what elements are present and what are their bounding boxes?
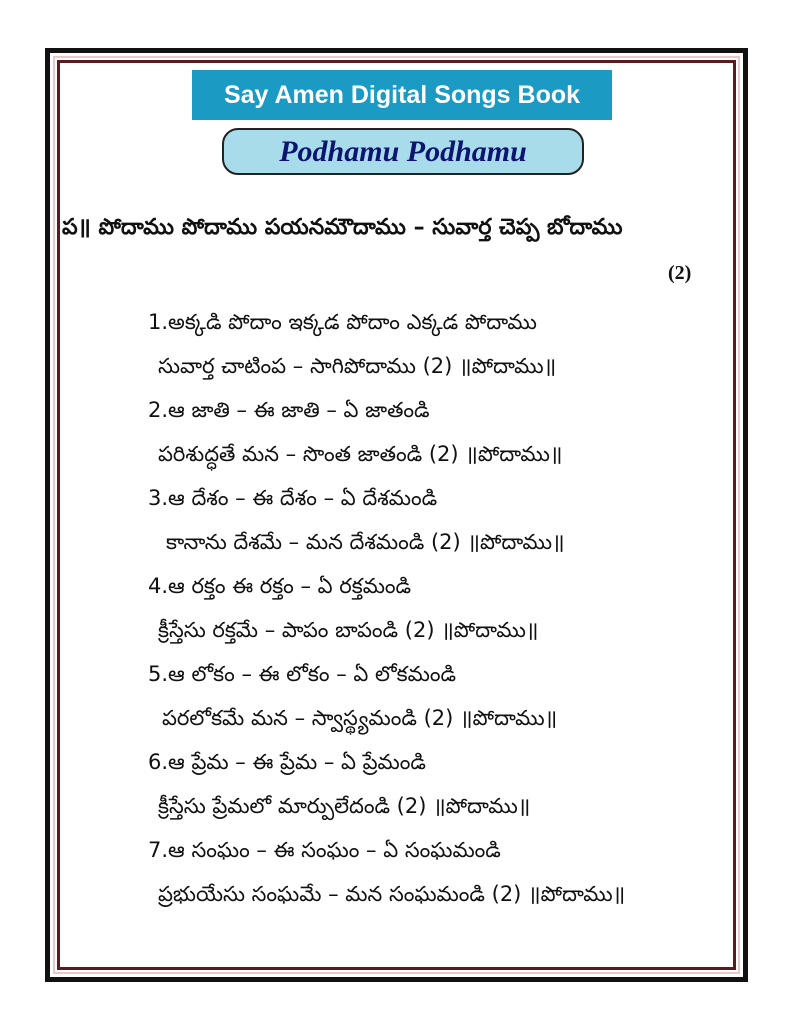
verse-line: పరలోకమే మన – స్వాస్థ్యమండి (2) ॥పోదాము॥ [162,706,558,730]
verse-line: 2.ఆ జాతి – ఈ జాతి – ఏ జాతండి [148,398,430,422]
verse-line: క్రీస్తేసు ప్రేమలో మార్పులేదండి (2) ॥పోదాము॥ [158,794,531,818]
chorus-repeat: (2) [668,262,692,284]
verse-line: 6.ఆ ప్రేమ – ఈ ప్రేమ – ఏ ప్రేమండి [148,750,426,774]
verse-line: 7.ఆ సంఘం – ఈ సంఘం – ఏ సంఘమండి [148,838,501,862]
book-banner: Say Amen Digital Songs Book [192,70,612,120]
verse-line: 5.ఆ లోకం – ఈ లోకం – ఏ లోకమండి [148,662,457,686]
verse-line: 3.ఆ దేశం – ఈ దేశం – ఏ దేశమండి [148,486,438,510]
verse-line: కానాను దేశమే – మన దేశమండి (2) ॥పోదాము॥ [166,530,565,554]
verse-line: పరిశుద్ధతే మన – సొంత జాతండి (2) ॥పోదాము॥ [158,442,563,466]
verse-line: 4.ఆ రక్తం ఈ రక్తం – ఏ రక్తమండి [148,574,412,598]
song-title: Podhamu Podhamu [222,128,584,175]
verse-line: ప్రభుయేసు సంఘమే – మన సంఘమండి (2) ॥పోదాము॥ [158,882,626,906]
chorus-line: ప॥ పోదాము పోదాము పయనమౌదాము – సువార్త చెప్ప బోదాము [62,215,623,240]
verse-line: సువార్త చాటింప – సాగిపోదాము (2) ॥పోదాము॥ [158,354,557,378]
verse-line: 1.అక్కడి పోదాం ఇక్కడ పోదాం ఎక్కడ పోదాము [148,310,537,334]
verse-line: క్రీస్తేసు రక్తమే – పాపం బాపండి (2) ॥పోదాము॥ [158,618,539,642]
